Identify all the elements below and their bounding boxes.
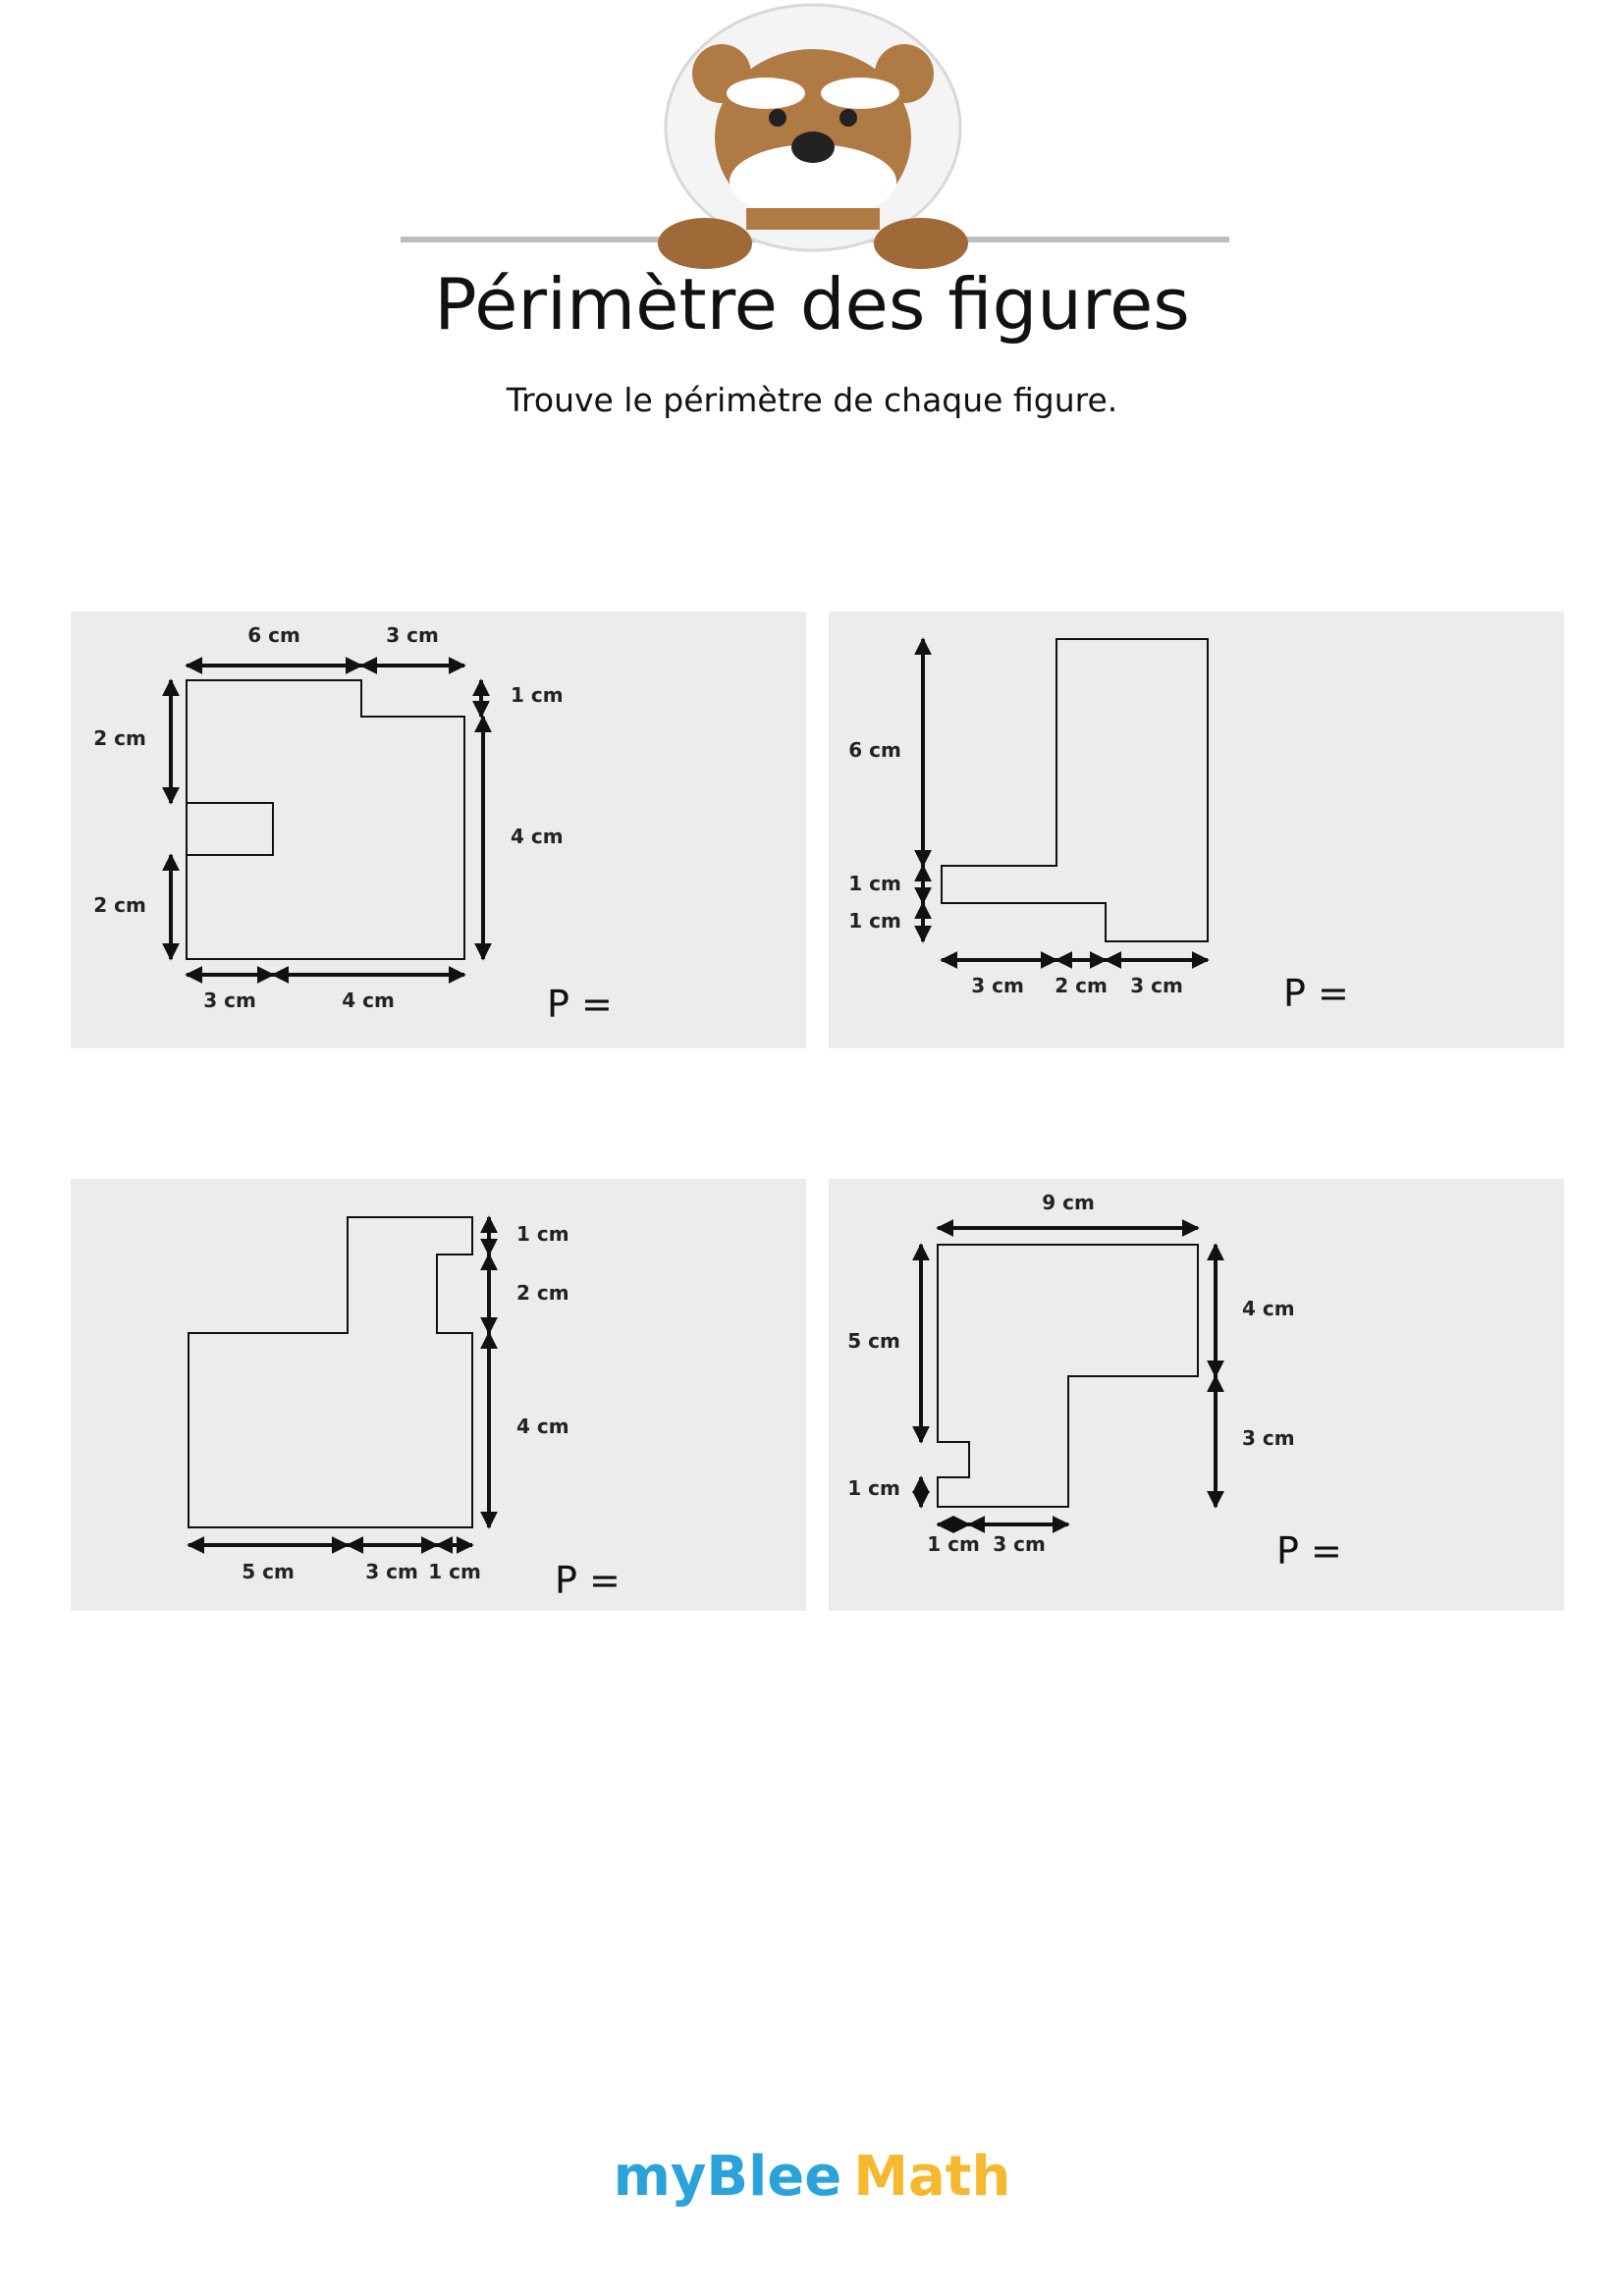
figure-2-label: 3 cm — [1130, 974, 1183, 997]
figure-1-label: 3 cm — [203, 988, 256, 1012]
instruction: Trouve le périmètre de chaque figure. — [506, 381, 1118, 419]
figure-1-label: 2 cm — [93, 726, 146, 750]
figure-1-label: 1 cm — [511, 683, 564, 707]
figure-3-label: 1 cm — [428, 1560, 481, 1583]
figure-4-label: 9 cm — [1042, 1191, 1095, 1214]
figure-1-diagram — [71, 612, 806, 1048]
figure-3-diagram — [71, 1179, 806, 1611]
answer-label: P = — [1276, 1529, 1342, 1573]
logo-part-myblee: myBlee — [613, 2145, 842, 2209]
figure-4-shape — [938, 1245, 1198, 1507]
figure-4-label: 4 cm — [1242, 1297, 1295, 1320]
figure-2-shape — [942, 639, 1208, 941]
page-title: Périmètre des figures — [434, 263, 1190, 346]
brand-logo — [0, 2145, 1624, 2209]
figure-3-label: 3 cm — [365, 1560, 418, 1583]
figure-1-shape — [187, 680, 464, 959]
figure-3-label: 1 cm — [516, 1222, 569, 1246]
answer-label: P = — [1283, 972, 1349, 1015]
figure-1-panel — [71, 612, 806, 1048]
figure-1-label: 3 cm — [386, 623, 439, 647]
answer-label: P = — [547, 983, 613, 1026]
figure-3-label: 5 cm — [242, 1560, 295, 1583]
figure-2-diagram — [829, 612, 1564, 1048]
figure-4-label: 3 cm — [993, 1532, 1046, 1556]
figure-1-label: 4 cm — [342, 988, 395, 1012]
figure-1-label: 2 cm — [93, 893, 146, 917]
figure-4-label: 3 cm — [1242, 1426, 1295, 1450]
bear-mascot-icon — [393, 0, 1237, 275]
figure-4-panel — [829, 1179, 1564, 1611]
figure-2-label: 6 cm — [848, 738, 901, 762]
figure-1-label: 6 cm — [247, 623, 300, 647]
figure-2-label: 1 cm — [848, 909, 901, 933]
figure-4-label: 1 cm — [847, 1476, 900, 1500]
logo-part-math: Math — [853, 2145, 1011, 2209]
figure-4-label: 1 cm — [927, 1532, 980, 1556]
figure-3-shape — [189, 1217, 472, 1527]
figure-3-panel — [71, 1179, 806, 1611]
figure-2-label: 3 cm — [971, 974, 1024, 997]
figure-3-label: 4 cm — [516, 1415, 569, 1438]
figure-4-diagram — [829, 1179, 1564, 1611]
figure-1-label: 4 cm — [511, 825, 564, 848]
figure-3-label: 2 cm — [516, 1281, 569, 1305]
figure-4-label: 5 cm — [847, 1329, 900, 1353]
figure-2-panel — [829, 612, 1564, 1048]
figure-2-label: 1 cm — [848, 872, 901, 895]
figure-2-label: 2 cm — [1055, 974, 1108, 997]
answer-label: P = — [555, 1559, 621, 1602]
